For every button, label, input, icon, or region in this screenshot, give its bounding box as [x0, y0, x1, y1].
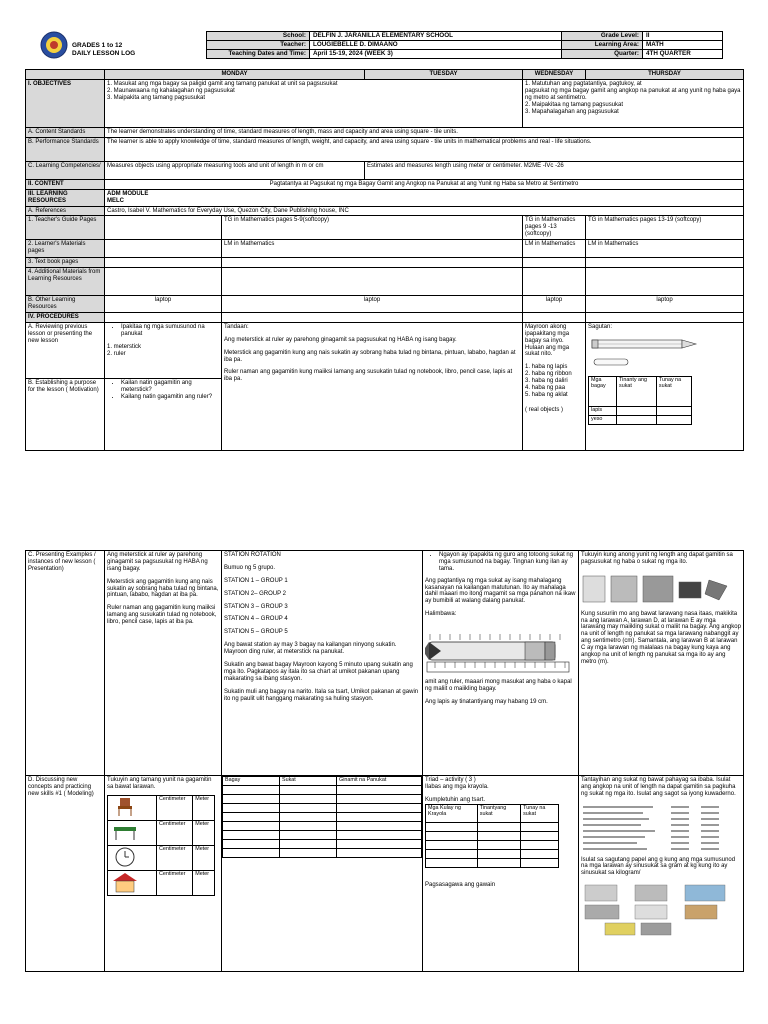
purpose-q2: • Kailang natin gagamitin ang ruler?	[121, 394, 219, 401]
lesson-log-table-page2	[25, 550, 744, 972]
discussing-thursday	[579, 776, 744, 972]
tg-wednesday: TG in Mathematics pages 9 -13 (softcopy)	[523, 216, 586, 240]
col-tinantya: Tinanty ang sukat	[617, 376, 657, 406]
chalk-image	[592, 356, 632, 368]
additional-materials-label: 4. Additional Materials from Learning Resources	[26, 268, 105, 296]
quarter-value: 4TH QUARTER	[643, 50, 723, 59]
review-meterstick: 1. meterstick	[107, 343, 142, 350]
exercise-list-image	[581, 804, 731, 854]
daily-lesson-log-title: DAILY LESSON LOG	[72, 50, 136, 57]
laptop-thu: laptop	[586, 296, 744, 313]
review-bullet: • Ipakitaa ng mga sumusunod na panukat	[121, 324, 219, 338]
reviewing-label: A. Reviewing previous lesson or presenting the new lesson	[26, 322, 105, 378]
disc-thu-weight-instruction: Isulat sa sagutang papel ang g kung ang mga sumusunod na mga larawan ay sinusukat sa gram at kg kung ito ay sinusukat sa kilogram/	[581, 856, 736, 877]
unit-choice-table	[107, 795, 215, 896]
competencies-mon: Measures objects using appropriate measuring tools and unit of length in m or cm	[105, 161, 365, 179]
content-value: Pagtatantya at Pagsukat ng mga Bagay Gamit ang Angkop na Panukat at ang Yunit ng Haba sa Metro at Sentimetro	[105, 179, 744, 189]
meter-option[interactable]: Meter	[193, 820, 215, 845]
procedures-label: IV. PROCEDURES	[26, 313, 105, 323]
objective-3: 3. Maipakita ang tamang pagsusukat	[107, 94, 206, 101]
learning-area-label: Learning Area:	[562, 41, 643, 50]
competencies-label: C. Learning Competencies/	[26, 161, 105, 179]
header-table	[206, 31, 723, 59]
learners-materials-label: 2. Learner's Materials pages	[26, 240, 105, 258]
content-standards-value: The learner demonstrates understanding of time, standard measures of length, mass and capacity and area using square - tile units.	[105, 128, 744, 138]
review-tue-p3: Ruler naman ang gagamitin kung maiiksi lamang ang susukatin tulad ng notebook, libro, pencil case, lapis at iba pa.	[224, 369, 513, 383]
pres-mon-p1: Ang meterstick at ruler ay parehong ginagamit sa pagsusukat ng HABA ng isang bagay.	[107, 552, 208, 572]
content-standards-label: A. Content Standards	[26, 128, 105, 138]
station-4: STATION 4 – GROUP 4	[224, 616, 288, 623]
review-wednesday	[523, 322, 586, 450]
pagsasagawa: Pagsasagawa ang gawain	[425, 881, 496, 888]
row-yeso: yeso	[589, 415, 617, 424]
object-pictures-image	[581, 572, 737, 608]
review-tue-p1: Ang meterstick at ruler ay parehong ginagamit sa pagsusukat ng HABA ng isang bagay.	[224, 336, 457, 343]
laptop-tue: laptop	[222, 296, 523, 313]
centimeter-option[interactable]: Centimeter	[157, 795, 193, 820]
teacher-value: LOUGIEBELLE D. DIMAANO	[310, 41, 562, 50]
other-resources-label: B. Other Learning Resources	[26, 296, 105, 313]
objective-2: 2. Maunawaana ng kahalagahan ng pagsusukat	[107, 87, 235, 94]
objectives-label: I. OBJECTIVES	[26, 80, 105, 128]
review-thursday	[586, 322, 744, 450]
adm-module: ADM MODULE	[107, 190, 149, 197]
list-item: 4. haba ng paa	[525, 385, 566, 392]
pencil-ruler-image	[425, 624, 573, 676]
centimeter-option[interactable]: Centimeter	[157, 820, 193, 845]
col-tinantyang-sukat: Tinantyang sukat	[477, 804, 520, 822]
meter-option[interactable]: Meter	[193, 795, 215, 820]
disc-thu-instruction: Tantayihan ang sukat ng bawat pahayag sa ibaba. Isulat ang angkop na unit of length na dapat gamitin sa pagkuha ng sukat ng mga ito. Isulat ang sagot sa iyong kuwaderno.	[581, 777, 736, 797]
teachers-guide-label: 1. Teacher's Guide Pages	[26, 216, 105, 240]
lesson-log-table-page1	[25, 69, 744, 451]
school-label: School:	[207, 32, 310, 41]
tandaan: Tandaan:	[224, 323, 249, 330]
quarter-label: Quarter:	[562, 50, 643, 59]
list-item: 1. haba ng lapis	[525, 364, 568, 371]
list-item: 5. haba ng aklat	[525, 391, 568, 398]
col-mga-kulay: Mga Kulay ng Krayola	[426, 804, 478, 822]
pres-mon-p3: Ruler naman ang gagamitin kung maiiksi lamang ang susukatin tulad ng notebook, libro, pencil case, lapis at iba pa.	[107, 605, 217, 626]
crayon-table	[425, 804, 559, 868]
measurement-chart	[222, 776, 422, 858]
station-1: STATION 1 – GROUP 1	[224, 577, 288, 584]
col-tunay: Tunay na sukat	[656, 376, 691, 406]
lm-tuesday: LM in Mathematics	[222, 240, 523, 258]
row-lapis: lapis	[589, 406, 617, 415]
col-sukat: Sukat	[280, 777, 337, 786]
presenting-wednesday	[423, 551, 579, 776]
pres-thu-explanation: Kung susuriin mo ang bawat larawang nasa itaas, makikita na ang larawan A, larawan D, at larawan E ay mga larawang may maiikling sukat o maliit na bagay. Ang angkop na unit of length ng panukat sa mga larawang nabanggit ay ang sentimetro (cm). Samantala, ang larawan B at larawan C ay mga larawan ng malalaas na bagay kung kaya ang angkop na unit of length ng panukat sa mga ito ay ang metro (m).	[581, 610, 741, 665]
references-label: A. References	[26, 206, 105, 216]
discussing-tuesday	[222, 776, 423, 972]
tg-thursday: TG in Mathematics pages 13-19 (softcopy)	[586, 216, 744, 240]
objectives-mon-tue	[105, 80, 523, 128]
pres-thu-intro: Tukuyin kung anong yunit ng length ang dapat gamitin sa pagsusukat ng haba o sukat ng mga ito.	[581, 552, 733, 565]
day-wednesday: WEDNESDAY	[523, 70, 586, 80]
day-thursday: THURSDAY	[586, 70, 744, 80]
textbook-label: 3. Text book pages	[26, 258, 105, 268]
pencil-image	[590, 335, 700, 353]
discussing-monday	[105, 776, 222, 972]
learning-resources-value	[105, 189, 744, 206]
table-image	[110, 821, 140, 841]
centimeter-option[interactable]: Centimeter	[157, 870, 193, 895]
content-label: II. CONTENT	[26, 179, 105, 189]
estimate-table	[588, 376, 692, 425]
station-instructions-1: Ang bawat station ay may 3 bagay na kailangan ninyong sukatin. Mayroon ding ruler, at meterstick na panukat.	[224, 642, 397, 656]
sagutan-label: Sagutan:	[588, 323, 613, 330]
laptop-mon: laptop	[105, 296, 222, 313]
review-wed-intro: Mayroon akong ipapakitang mga bagay sa inyo. Hulaan ang mga sukat nito.	[525, 323, 570, 358]
pres-mon-p2: Meterstick ang gagamitin kung ang nais sukatin ay sobrang haba tulad ng bintana, pintuan, lababo, hagdan at iba pa.	[107, 578, 219, 599]
review-ruler: 2. ruler	[107, 350, 126, 357]
presenting-monday	[105, 551, 222, 776]
objective-wt-4: 3. Mapahalagahan ang pagsusukat	[525, 108, 619, 115]
objectives-wed-thu	[523, 80, 744, 128]
pres-wed-estimate: Ang lapis ay tinatantiyang may habang 19 cm.	[425, 698, 548, 705]
objective-wt-3: 2. Maipakitaa ng tamang pagsusukat	[525, 101, 624, 108]
learning-area-value: MATH	[643, 41, 723, 50]
performance-standards-label: B. Performance Standards	[26, 137, 105, 161]
review-monday	[105, 322, 222, 378]
bumuo-grupo: Bumuo ng 5 grupo.	[224, 564, 276, 571]
purpose-monday	[105, 378, 222, 450]
presenting-tuesday	[222, 551, 423, 776]
station-rotation: STATION ROTATION	[224, 552, 281, 558]
tg-tuesday: TG in Mathematics pages 5-9(softcopy)	[222, 216, 523, 240]
col-bagay: Bagay	[223, 777, 280, 786]
references-value: Castro, Isabel V. Mathematics for Everyday Use, Quezon City, Dane Publishing house, INC	[105, 206, 744, 216]
day-tuesday: TUESDAY	[365, 70, 523, 80]
grade-level-label: Grade Level:	[562, 32, 643, 41]
weight-objects-image	[581, 883, 731, 939]
purpose-q1: • Kailan natin gagamitin ang meterstick?	[121, 380, 219, 394]
col-mga-bagay: Mga bagay	[589, 376, 617, 406]
lm-thursday: LM in Mathematics	[586, 240, 744, 258]
school-value: DELFIN J. JARANILLA ELEMENTARY SCHOOL	[310, 32, 562, 41]
review-tue-p2: Meterstick ang gagamitin kung ang nais sukatin ay sobrang haba tulad ng bintana, pintuan, lababo, hagdan at iba pa.	[224, 349, 516, 363]
performance-standards-value: The learner is able to apply knowledge of time, standard measures of length, weight, and capacity, and area using square - tile units in mathematical problems and real - life situations.	[105, 137, 744, 161]
list-item: 3. haba ng daliri	[525, 378, 568, 385]
station-instructions-2: Sukatin ang bawat bagay Mayroon kayong 5 minuto upang sukatin ang mga ito. Pagkatapos ay itala ito sa chart at umikot pakanan upang makarating sa ibang stasyon.	[224, 662, 413, 682]
presenting-label: C. Presenting Examples / instances of new lesson ( Presentation)	[26, 551, 105, 776]
objective-wt-2: pagsukat ng mga bagay gamit ang angkop na panukat at ang yunit ng haba gaya ng metro at sentimetro.	[525, 87, 741, 101]
station-5: STATION 5 – GROUP 5	[224, 629, 288, 636]
discussing-wednesday	[423, 776, 579, 972]
discussing-label: D. Discussing new concepts and practicing new skills #1 ( Modeling)	[26, 776, 105, 972]
real-objects-note: ( real objects )	[525, 406, 564, 413]
lm-wednesday: LM in Mathematics	[523, 240, 586, 258]
meter-option[interactable]: Meter	[193, 845, 215, 870]
meter-option[interactable]: Meter	[193, 870, 215, 895]
dates-value: April 15-19, 2024 (WEEK 3)	[310, 50, 562, 59]
station-3: STATION 3 – GROUP 3	[224, 603, 288, 610]
pres-wed-ruler-note: amit ang ruler, maaari mong masukat ang haba o kapal ng maliit o maiikling bagay.	[425, 679, 572, 692]
grades-title: GRADES 1 to 12	[72, 42, 123, 49]
clock-image	[110, 846, 140, 868]
triad-activity: Triad – activity ( 3 )	[425, 777, 476, 783]
objective-wt-1: 1. Matutuhan ang pagtatantiya, pagtukoy, at	[525, 81, 642, 87]
competencies-tue: Estimates and measures length using meter or centimeter. M2ME -IVc -26	[365, 161, 744, 179]
learning-resources-label: III. LEARNING RESOURCES	[26, 189, 105, 206]
col-ginamit-na-panukat: Ginamit na Panukat	[337, 777, 422, 786]
purpose-label: B. Establishing a purpose for the lesson ( Motivation)	[26, 378, 105, 450]
day-monday: MONDAY	[105, 70, 365, 80]
review-tuesday	[222, 322, 523, 450]
halimbawa: Halimbawa:	[425, 611, 457, 618]
disc-mon-instruction: Tukuyin ang tamang yunit na gagamitin sa bawat larawan.	[107, 777, 212, 790]
house-image	[110, 871, 140, 893]
objective-1: 1. Masukat ang mga bagay sa paligid gamit ang tamang panukat at unit sa pagsusukat	[107, 81, 338, 87]
col-tunay-na-sukat: Tunay na sukat	[521, 804, 559, 822]
melc: MELC	[107, 197, 124, 204]
grade-level-value: II	[643, 32, 723, 41]
ilabas-krayola: Ilabas ang mga krayola.	[425, 783, 489, 790]
centimeter-option[interactable]: Centimeter	[157, 845, 193, 870]
teacher-label: Teacher:	[207, 41, 310, 50]
presenting-thursday	[579, 551, 744, 776]
station-instructions-3: Sukatin muli ang bagay na narito. Itala sa tsart, Umikot pakanan at gawin ito ng paulit ulit hanggang makarating sa huling stasyon.	[224, 688, 419, 702]
chair-image	[110, 796, 140, 816]
deped-seal-logo	[40, 31, 68, 59]
laptop-wed: laptop	[523, 296, 586, 313]
station-2: STATION 2– GROUP 2	[224, 590, 287, 597]
pres-wed-bullet: • Ngayon ay ipapakita ng guro ang totoong sukat ng mga sumusunod na bagay. Tingnan kung ilan ay tama.	[439, 552, 576, 573]
kumpletuhin-tsart: Kumpletuhin ang tsart.	[425, 796, 486, 803]
list-item: 2. haba ng ribbon	[525, 371, 572, 378]
pres-wed-paragraph: Ang pagtantiya ng mga sukat ay isang mahalagang kasanayan na kailangan matutunan. Ito ay mahalaga dahil maaari mo itong magamit sa mga panahon na ikaw ay bumibili at walang dalang panukat.	[425, 577, 576, 605]
dates-label: Teaching Dates and Time:	[207, 50, 310, 59]
